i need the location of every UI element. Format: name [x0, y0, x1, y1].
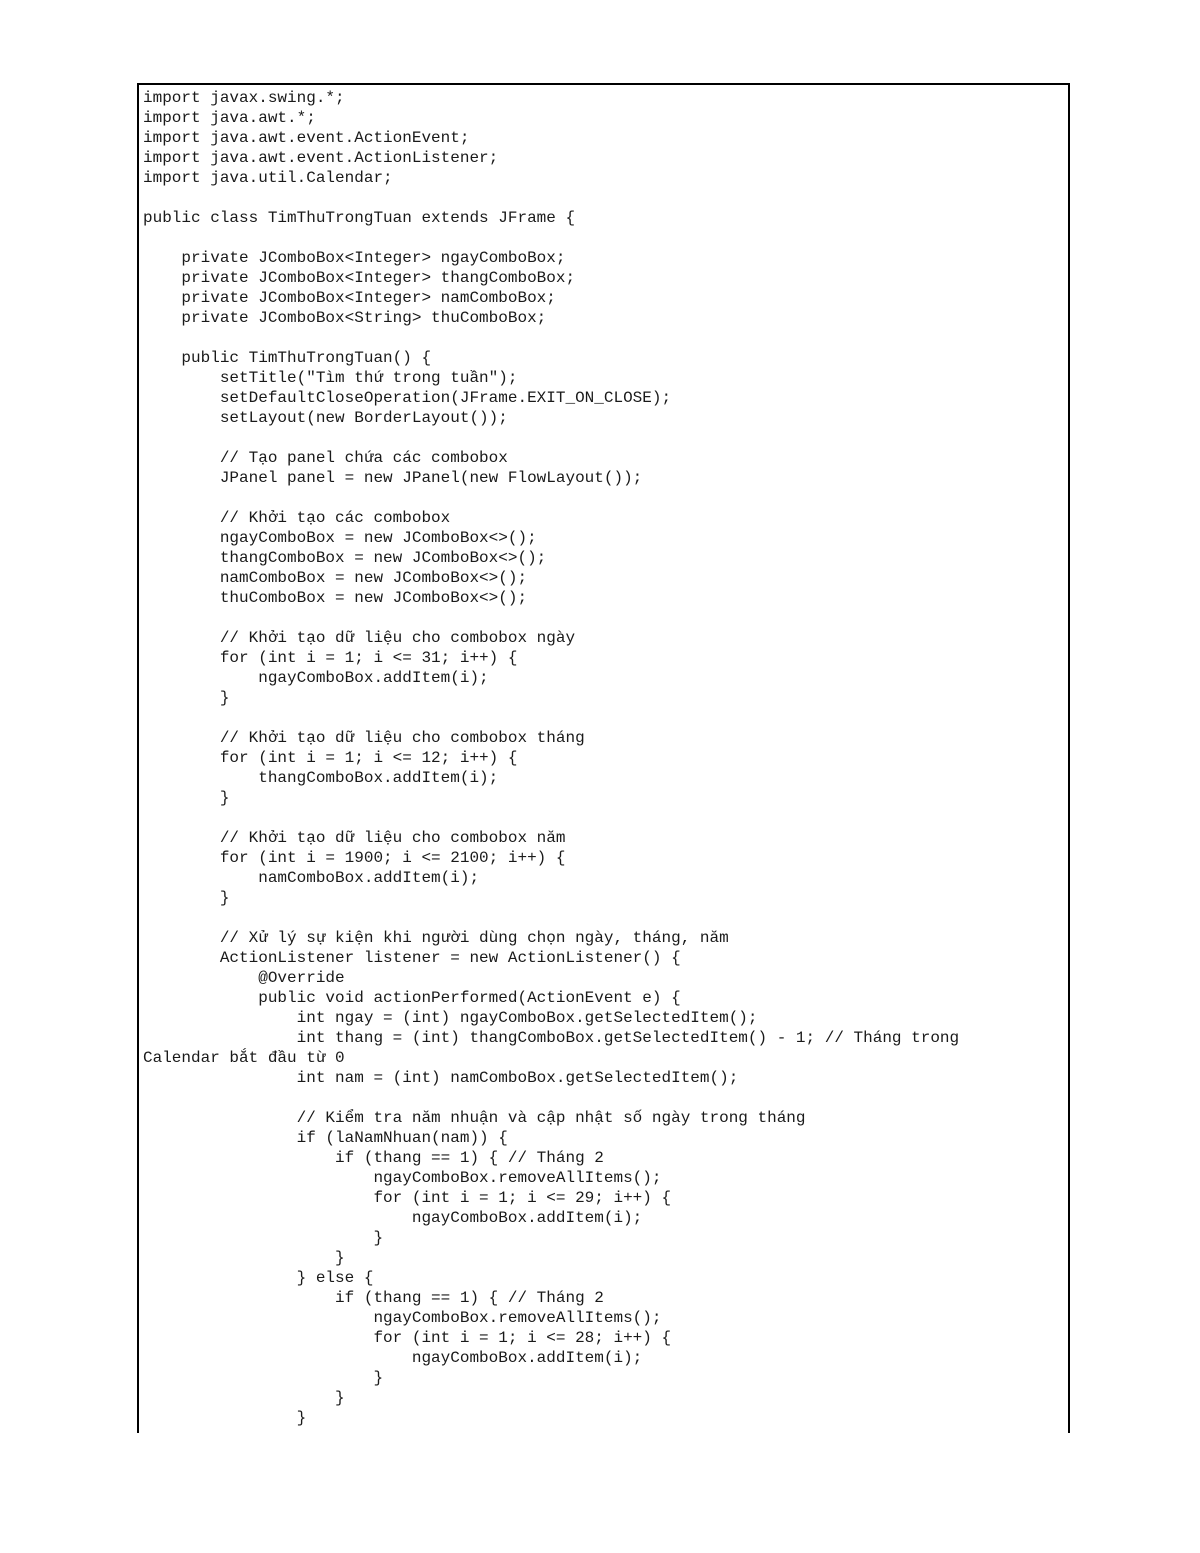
code-line — [143, 608, 1068, 628]
code-line — [143, 228, 1068, 248]
code-line: } — [143, 789, 230, 807]
code-line: setTitle("Tìm thứ trong tuần"); — [143, 369, 518, 387]
code-line: ActionListener listener = new ActionListener() { — [143, 949, 681, 967]
code-line: namComboBox = new JComboBox<>(); — [143, 569, 528, 587]
code-line: private JComboBox<Integer> thangComboBox; — [143, 269, 576, 287]
code-line — [143, 808, 1068, 828]
code-line: int thang = (int) thangComboBox.getSelectedItem() - 1; // Tháng trong — [143, 1029, 960, 1047]
code-line — [143, 428, 1068, 448]
code-line: setLayout(new BorderLayout()); — [143, 409, 508, 427]
code-line: setDefaultCloseOperation(JFrame.EXIT_ON_CLOSE); — [143, 389, 672, 407]
code-line: } — [143, 1249, 345, 1267]
code-line: import java.awt.event.ActionEvent; — [143, 129, 470, 147]
code-listing — [143, 88, 1068, 1428]
code-line: } — [143, 889, 230, 907]
code-line — [143, 188, 1068, 208]
code-line — [143, 1088, 1068, 1108]
code-line: } else { — [143, 1269, 374, 1287]
code-line: // Tạo panel chứa các combobox — [143, 449, 508, 467]
code-line: int ngay = (int) ngayComboBox.getSelectedItem(); — [143, 1009, 758, 1027]
code-line: } — [143, 1369, 384, 1387]
code-line: JPanel panel = new JPanel(new FlowLayout()); — [143, 469, 643, 487]
code-line: for (int i = 1; i <= 31; i++) { — [143, 649, 518, 667]
code-line: thangComboBox = new JComboBox<>(); — [143, 549, 547, 567]
code-line: for (int i = 1; i <= 12; i++) { — [143, 749, 518, 767]
code-line: if (thang == 1) { // Tháng 2 — [143, 1289, 604, 1307]
code-line: public TimThuTrongTuan() { — [143, 349, 432, 367]
code-line: // Kiểm tra năm nhuận và cập nhật số ngày trong tháng — [143, 1109, 806, 1127]
code-line: ngayComboBox.addItem(i); — [143, 1349, 643, 1367]
code-frame — [137, 83, 1070, 1433]
code-line — [143, 708, 1068, 728]
code-line: ngayComboBox.removeAllItems(); — [143, 1169, 662, 1187]
code-line — [143, 488, 1068, 508]
code-line: } — [143, 689, 230, 707]
code-line: int nam = (int) namComboBox.getSelectedItem(); — [143, 1069, 739, 1087]
code-line: private JComboBox<String> thuComboBox; — [143, 309, 547, 327]
code-line: // Khởi tạo dữ liệu cho combobox tháng — [143, 729, 585, 747]
code-line: for (int i = 1; i <= 28; i++) { — [143, 1329, 672, 1347]
code-line: import java.util.Calendar; — [143, 169, 393, 187]
code-line: // Xử lý sự kiện khi người dùng chọn ngày, tháng, năm — [143, 929, 729, 947]
code-line — [143, 328, 1068, 348]
code-line: private JComboBox<Integer> namComboBox; — [143, 289, 556, 307]
code-line: if (thang == 1) { // Tháng 2 — [143, 1149, 604, 1167]
code-line: for (int i = 1900; i <= 2100; i++) { — [143, 849, 566, 867]
code-line: import java.awt.event.ActionListener; — [143, 149, 499, 167]
code-line: // Khởi tạo dữ liệu cho combobox năm — [143, 829, 566, 847]
code-line: // Khởi tạo các combobox — [143, 509, 451, 527]
code-line: if (laNamNhuan(nam)) { — [143, 1129, 508, 1147]
code-line: @Override — [143, 969, 345, 987]
code-line — [143, 908, 1068, 928]
code-line: ngayComboBox.removeAllItems(); — [143, 1309, 662, 1327]
code-line: import java.awt.*; — [143, 109, 316, 127]
code-line: private JComboBox<Integer> ngayComboBox; — [143, 249, 566, 267]
code-line: // Khởi tạo dữ liệu cho combobox ngày — [143, 629, 576, 647]
code-line: public class TimThuTrongTuan extends JFrame { — [143, 209, 576, 227]
code-line: thangComboBox.addItem(i); — [143, 769, 499, 787]
code-line: import javax.swing.*; — [143, 89, 345, 107]
code-line: } — [143, 1389, 345, 1407]
code-line: thuComboBox = new JComboBox<>(); — [143, 589, 528, 607]
code-line: } — [143, 1229, 384, 1247]
code-line: ngayComboBox.addItem(i); — [143, 669, 489, 687]
code-line: Calendar bắt đầu từ 0 — [143, 1049, 345, 1067]
code-line: ngayComboBox = new JComboBox<>(); — [143, 529, 537, 547]
code-line: ngayComboBox.addItem(i); — [143, 1209, 643, 1227]
code-line: for (int i = 1; i <= 29; i++) { — [143, 1189, 672, 1207]
code-line: namComboBox.addItem(i); — [143, 869, 480, 887]
code-line: } — [143, 1409, 307, 1427]
code-line: public void actionPerformed(ActionEvent e) { — [143, 989, 681, 1007]
